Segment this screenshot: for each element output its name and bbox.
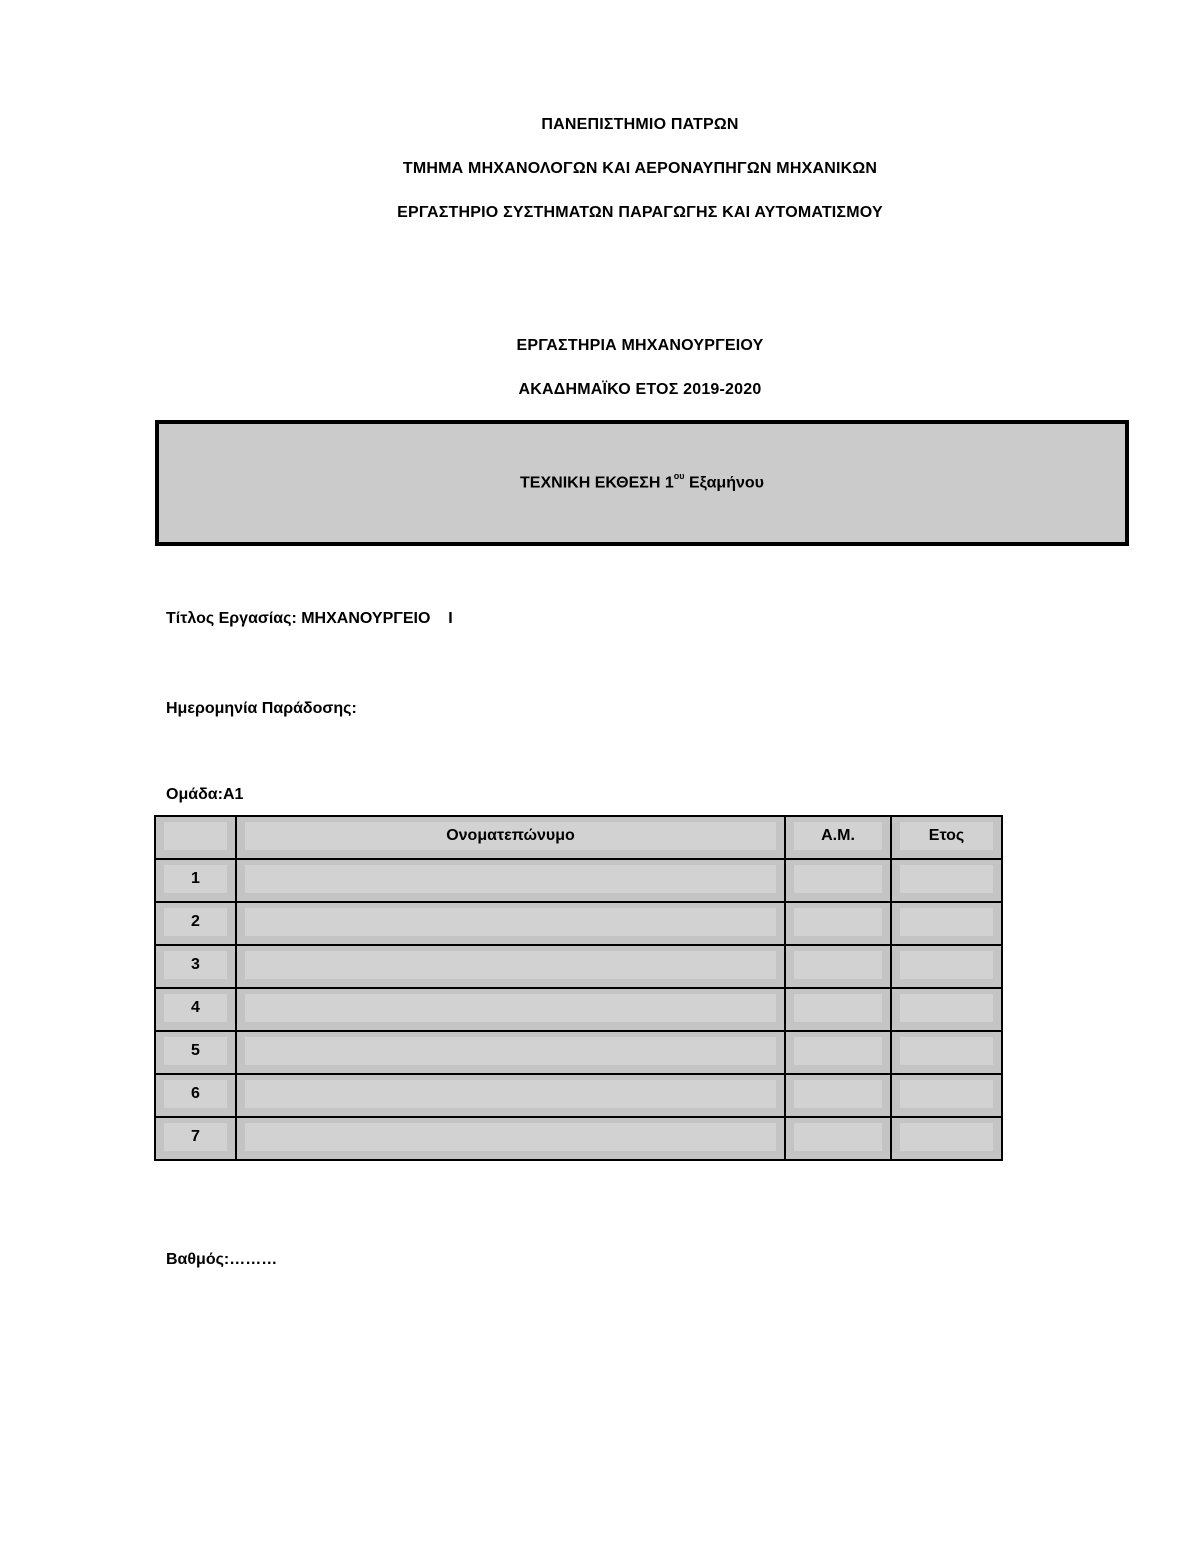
registration-number-cell[interactable] xyxy=(785,988,891,1031)
delivery-date-field: Ημερομηνία Παράδοσης: xyxy=(166,700,357,717)
header-year: Ετος xyxy=(891,816,1002,859)
course-name: ΕΡΓΑΣΤΗΡΙΑ ΜΗΧΑΝΟΥΡΓΕΙΟΥ xyxy=(516,337,764,354)
table-row xyxy=(155,1074,1002,1117)
year-cell[interactable] xyxy=(891,859,1002,902)
header-fullname: Ονοματεπώνυμο xyxy=(236,816,785,859)
year-cell[interactable] xyxy=(891,902,1002,945)
report-title-suffix: Εξαμήνου xyxy=(684,474,764,492)
header-index xyxy=(155,816,236,859)
table-row xyxy=(155,1031,1002,1074)
row-number-cell: 4 xyxy=(155,988,236,1031)
fullname-cell[interactable] xyxy=(236,859,785,902)
registration-number-cell[interactable] xyxy=(785,1031,891,1074)
fullname-cell[interactable] xyxy=(236,1117,785,1160)
year-cell[interactable] xyxy=(891,1074,1002,1117)
department-name: ΤΜΗΜΑ ΜΗΧΑΝΟΛΟΓΩΝ ΚΑΙ ΑΕΡΟΝΑΥΠΗΓΩΝ ΜΗΧΑΝΙΚΩΝ xyxy=(402,160,878,177)
academic-year: ΑΚΑΔΗΜΑΪΚΟ ΕΤΟΣ 2019-2020 xyxy=(518,381,762,398)
row-number-cell: 7 xyxy=(155,1117,236,1160)
university-name: ΠΑΝΕΠΙΣΤΗΜΙΟ ΠΑΤΡΩΝ xyxy=(541,116,739,133)
row-number-cell: 5 xyxy=(155,1031,236,1074)
report-title-superscript: ου xyxy=(673,471,685,482)
fullname-cell[interactable] xyxy=(236,902,785,945)
table-row xyxy=(155,859,1002,902)
year-cell[interactable] xyxy=(891,988,1002,1031)
registration-number-cell[interactable] xyxy=(785,945,891,988)
lab-name: ΕΡΓΑΣΤΗΡΙΟ ΣΥΣΤΗΜΑΤΩΝ ΠΑΡΑΓΩΓΗΣ ΚΑΙ ΑΥΤΟΜΑΤΙΣΜΟΥ xyxy=(397,204,883,221)
table-row xyxy=(155,988,1002,1031)
registration-number-cell[interactable] xyxy=(785,1117,891,1160)
grade-field: Βαθμός:……… xyxy=(166,1251,278,1268)
work-title-field: Τίτλος Εργασίας: ΜΗΧΑΝΟΥΡΓΕΙΟ Ι xyxy=(166,610,453,627)
table-row xyxy=(155,1117,1002,1160)
row-number-cell: 2 xyxy=(155,902,236,945)
year-cell[interactable] xyxy=(891,945,1002,988)
registration-number-cell[interactable] xyxy=(785,1074,891,1117)
fullname-cell[interactable] xyxy=(236,988,785,1031)
group-field: Ομάδα:Α1 xyxy=(166,786,244,803)
group-members-table xyxy=(154,815,1003,1161)
report-title xyxy=(520,473,764,492)
table-row xyxy=(155,945,1002,988)
year-cell[interactable] xyxy=(891,1031,1002,1074)
registration-number-cell[interactable] xyxy=(785,859,891,902)
report-title-box xyxy=(155,420,1129,546)
year-cell[interactable] xyxy=(891,1117,1002,1160)
row-number-cell: 1 xyxy=(155,859,236,902)
registration-number-cell[interactable] xyxy=(785,902,891,945)
header-registration-number: Α.Μ. xyxy=(785,816,891,859)
table-header-row xyxy=(155,816,1002,859)
fullname-cell[interactable] xyxy=(236,945,785,988)
row-number-cell: 6 xyxy=(155,1074,236,1117)
report-title-prefix: ΤΕΧΝΙΚΗ ΕΚΘΕΣΗ 1 xyxy=(520,474,674,492)
fullname-cell[interactable] xyxy=(236,1031,785,1074)
fullname-cell[interactable] xyxy=(236,1074,785,1117)
table-row xyxy=(155,902,1002,945)
row-number-cell: 3 xyxy=(155,945,236,988)
